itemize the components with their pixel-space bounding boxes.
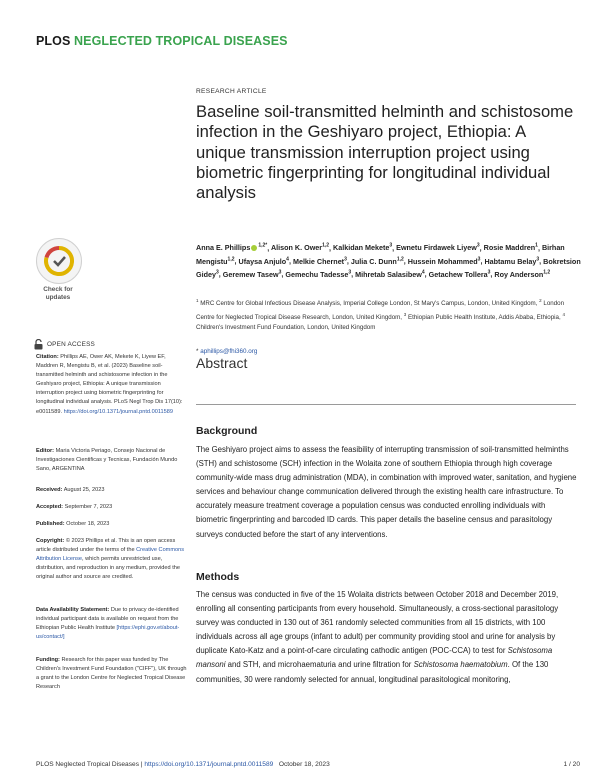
check-for-updates-icon [36,238,82,284]
author-name: Melkie Chernet$^3$ [292,256,347,266]
data-request-link[interactable]: [https://ephi.gov.et/about-us/contact/] [36,625,180,641]
correspondence [196,348,257,355]
article-type: RESEARCH ARTICLE [196,88,267,95]
orcid-icon[interactable] [251,245,257,251]
author-name: Alison K. Ower$^{1,2}$ [270,243,330,253]
author-name: Bokretsion Gidey$^3$ [196,256,581,279]
affiliations [196,296,581,334]
author-name: Getachew Tollera$^3$ [428,269,491,279]
check-for-updates-badge[interactable] [35,238,81,302]
page-footer [36,761,580,768]
methods-heading: Methods [196,571,240,583]
footer-journal: PLOS Neglected Tropical Diseases | [36,761,143,768]
footer-date: October 18, 2023 [278,761,330,768]
journal-name: NEGLECTED TROPICAL DISEASES [74,34,288,48]
author-name: Birhan Mengistu$^{1,2}$ [196,243,565,266]
received-date: Received: August 25, 2023 [36,487,105,493]
author-name: Anna E. Phillips $^{1,2*}$ [196,243,268,253]
open-lock-icon [34,339,43,350]
abstract-heading: Abstract [196,355,248,371]
affiliation: $^4$ Children's Investment Fund Foundation, London, United Kingdom [196,311,565,332]
methods-text: The census was conducted in five of the 15 Wolaita districts between October 2018 and December 2019, enrolling all consenting participants from every household. Simultaneously, a cross-sectional parasitology survey was conducted in 130 out of 361 randomly selected communities from all 15 districts, with 100 individuals across all age groups (infant to adult) per community providing stool and urine for analysis by duplicate Kato-Katz and a point-of-care circulating cathodic antigen (POC-CCA) to test for Schistosoma mansoni and STH, and microhaematuria and urine filtration for Schistosoma haematobium. Of the 130 communities, 30 were randomly selected for annual, longitudinal parasitological monitoring, [196,590,559,684]
affiliation: $^2$ London Centre for Neglected Tropical Disease Research, London, United Kingdom, [196,298,565,321]
abstract-divider [196,404,576,405]
author-name: Rosie Maddren$^1$ [483,243,538,253]
editor-block: Editor: Maria Victoria Periago, Consejo Nacional de Investigaciones Cientificas y Tecnicas, Fundación Mundo Sano, ARGENTINA [36,448,178,473]
citation-doi-link[interactable]: https://doi.org/10.1371/journal.pntd.0011589 [63,408,173,415]
plos-logo-text: PLOS [36,34,71,48]
author-name: Kalkidan Mekete$^3$ [333,243,393,253]
citation-block: Citation: Phillips AE, Ower AK, Mekete K, Liyew EF, Maddren R, Mengistu B, et al. (2023) Baseline soil-transmitted helminth and schistosome infection in the Geshiyaro project, Ethiopia: A unique transmission interruption project using biometric fingerprinting for longitudinal individual analysis. PLoS Negl Trop Dis 17(10): e0011589. https://doi.org/10.1371/journal.pntd.0011589 [36,354,183,415]
author-name: Ewnetu Firdawek Liyew$^3$ [396,243,480,253]
affiliation: $^1$ MRC Centre for Global Infectious Disease Analysis, Imperial College London, St Mary's Campus, London, United Kingdom, [196,298,540,308]
author-name: Habtamu Belay$^3$ [484,256,540,266]
funding-block: Funding: Research for this paper was funded by The Children's Investment Fund Foundation ("CIFF"), UK through a grant to the London Centre for Neglected Tropical Disease Research [36,657,187,691]
author-name: Ufaysa Anjulo$^4$ [238,256,289,266]
accepted-date: Accepted: September 7, 2023 [36,504,113,510]
author-name: Julia C. Dunn$^{1,2}$ [350,256,404,266]
article-title: Baseline soil-transmitted helminth and schistosome infection in the Geshiyaro project, Ethiopia: A unique transmission interruption project using biometric fingerprinting for longitudinal individual analysis [196,102,574,203]
author-name: Mihretab Salasibew$^4$ [355,269,425,279]
species-s-mansoni: Schistosoma mansoni [196,646,553,670]
background-heading: Background [196,425,258,437]
author-name: Geremew Tasew$^3$ [222,269,282,279]
copyright-block: Copyright: © 2023 Phillips et al. This is an open access article distributed under the terms of the Creative Commons Attribution License, which permits unrestricted use, distribution, and reproduction in any medium, provided the original author and source are credited. [36,538,185,581]
correspondence-marker: * [196,348,199,355]
background-text: The Geshiyaro project aims to assess the feasibility of interrupting transmission of soil-transmitted helminths (STH) and schistosome (SCH) infection in the Wolaita zone of southern Ethiopia through high coverage community-wide mass drug administration (MDA), in combination with improved water, sanitation, and hygiene services and behaviour change communication delivered through the existing health care infrastructure. To accurately measure treatment coverage a population census was conducted enrolling individuals with biometric fingerprinting and barcoded ID cards. This paper details the baseline census and parasitology surveys conducted before the start of any interventions. [196,445,577,539]
author-list: Anna E. Phillips $^{1,2*}$, Alison K. Ower$^{1,2}$, Kalkidan Mekete$^3$, Ewnetu Firdawek Liyew$^3$, Rosie Maddren$^1$, Birhan Mengistu$^{1,2}$, Ufaysa Anjulo$^4$, Melkie Chernet$^3$, Julia C. Dunn$^{1,2}$, Hussein Mohammed$^3$, Habtamu Belay$^3$, Bokretsion Gidey$^3$, Geremew Tasew$^3$, Gemechu Tadesse$^3$, Mihretab Salasibew$^4$, Getachew Tollera$^3$, Roy Anderson$^{1,2}$ [196,243,581,279]
correspondence-email[interactable]: aphillips@fhi360.org [200,348,258,355]
check-for-updates-label: Check for updates [43,286,73,301]
author-name: Roy Anderson$^{1,2}$ [494,269,551,279]
data-availability-block: Data Availability Statement: Due to privacy de-identified individual participant data is available on request from the Ethiopian Public Health Institute [https://ephi.gov.et/about-us/contact/] [36,607,180,641]
journal-header [36,34,288,48]
page-number: 1 / 20 [563,761,580,768]
author-name: Hussein Mohammed$^3$ [407,256,481,266]
published-date: Published: October 18, 2023 [36,521,110,527]
footer-doi-link[interactable]: https://doi.org/10.1371/journal.pntd.0011589 [144,761,274,768]
affiliation: $^3$ Ethiopian Public Health Institute, Addis Ababa, Ethiopia, [403,311,563,321]
author-name: Gemechu Tadesse$^3$ [285,269,352,279]
license-link[interactable]: Creative Commons Attribution License [36,547,185,563]
species-s-haematobium: Schistosoma haematobium [413,660,508,670]
open-access-badge: OPEN ACCESS [34,339,95,350]
